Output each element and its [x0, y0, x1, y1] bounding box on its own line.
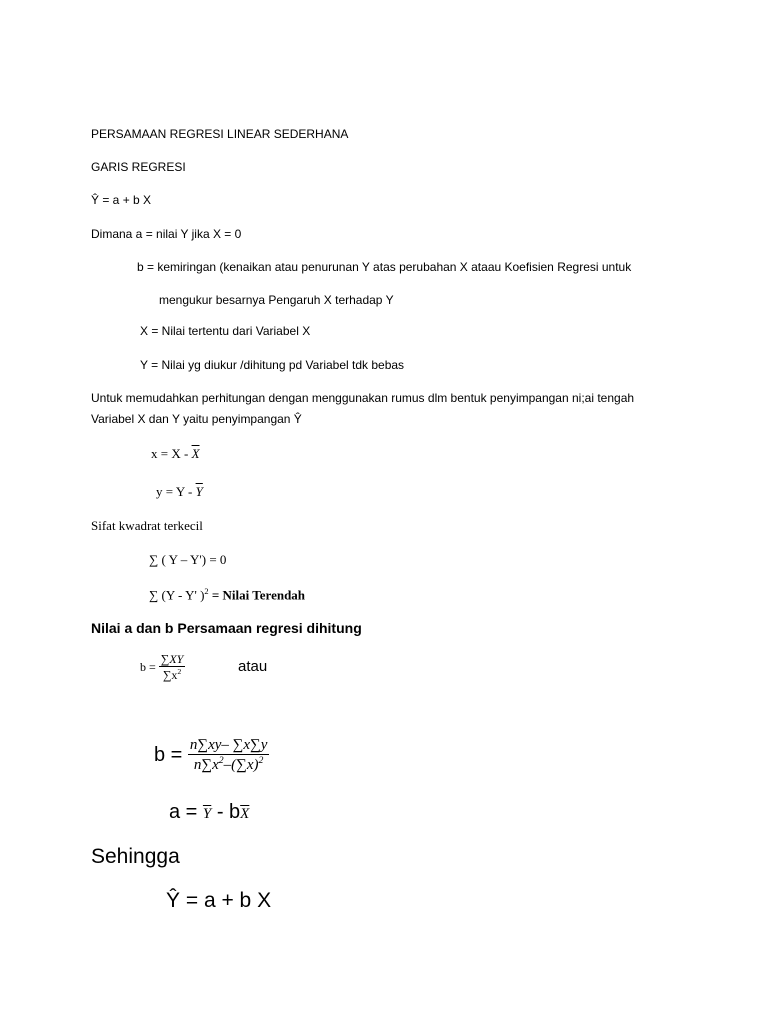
definition-y: Y = Nilai yg diukur /dihitung pd Variabel tdk bebas	[140, 358, 405, 372]
least-squares-eq2-rhs: = Nilai Terendah	[208, 587, 306, 603]
atau-label: atau	[238, 658, 268, 675]
deviation-x-lhs: x = X -	[151, 446, 189, 461]
formula-a-ybar: $\overline{Y}$	[202, 806, 212, 822]
ab-heading: Nilai a dan b Persamaan regresi dihitung	[91, 620, 362, 636]
least-squares-heading: Sifat kwadrat terkecil	[91, 518, 203, 533]
section-subtitle: GARIS REGRESI	[91, 160, 186, 174]
formula-b-simple-numerator: ∑XY	[160, 652, 184, 666]
formula-a	[169, 800, 249, 824]
deviation-y	[156, 484, 203, 500]
formula-b-simple-lhs: b =	[140, 660, 156, 675]
formula-b-full-den-exp2: 2	[258, 755, 264, 766]
paragraph-line1: Untuk memudahkan perhitungan dengan menggunakan rumus dlm bentuk penyimpangan ni;ai tengah	[91, 391, 635, 405]
least-squares-eq2-exponent: 2	[204, 586, 209, 596]
mean-x: $\overline{X}$	[191, 446, 200, 461]
definition-b-line2: mengukur besarnya Pengaruh X terhadap Y	[159, 293, 394, 307]
formula-b-simple-fraction	[159, 652, 186, 683]
document-title: PERSAMAAN REGRESI LINEAR SEDERHANA	[91, 127, 349, 141]
formula-b-full-den-b: –(∑x)	[223, 757, 259, 773]
formula-b-simple-den-exponent: 2	[177, 667, 182, 677]
formula-b-full	[154, 736, 269, 774]
conclusion-equation: Ŷ = a + b X	[166, 889, 272, 912]
formula-b-full-denominator	[188, 755, 269, 774]
definition-x: X = Nilai tertentu dari Variabel X	[140, 324, 311, 338]
formula-b-full-numerator: n∑xy– ∑x∑y	[189, 737, 268, 753]
paragraph-line2: Variabel X dan Y yaitu penyimpangan Ŷ	[91, 412, 302, 426]
formula-b-full-den-exp1: 2	[218, 755, 224, 766]
formula-b-full-den-a: n∑x	[193, 757, 219, 773]
formula-b-simple-den-base: ∑x	[162, 668, 178, 683]
formula-a-mid: - b	[211, 801, 241, 823]
conclusion-label: Sehingga	[91, 845, 180, 868]
deviation-x	[151, 446, 200, 462]
regression-equation: Ŷ = a + b X	[91, 193, 152, 207]
definition-a: Dimana a = nilai Y jika X = 0	[91, 227, 242, 241]
least-squares-eq2-lhs: ∑ (Y - Y' )	[149, 587, 205, 603]
formula-a-xbar: $\overline{X}$	[240, 806, 250, 822]
formula-b-simple-denominator	[159, 667, 186, 682]
least-squares-eq1: ∑ ( Y – Y') = 0	[149, 552, 227, 567]
deviation-y-lhs: y = Y -	[156, 484, 193, 499]
formula-a-lhs: a =	[169, 801, 198, 823]
definition-b-line1: b = kemiringan (kenaikan atau penurunan Y atas perubahan X ataau Koefisien Regresi untuk	[137, 260, 632, 274]
formula-b-simple	[140, 652, 185, 683]
mean-y: $\overline{Y}$	[195, 484, 203, 499]
least-squares-eq2	[149, 586, 305, 603]
formula-b-full-lhs: b =	[154, 744, 183, 766]
formula-b-full-fraction	[188, 736, 269, 774]
